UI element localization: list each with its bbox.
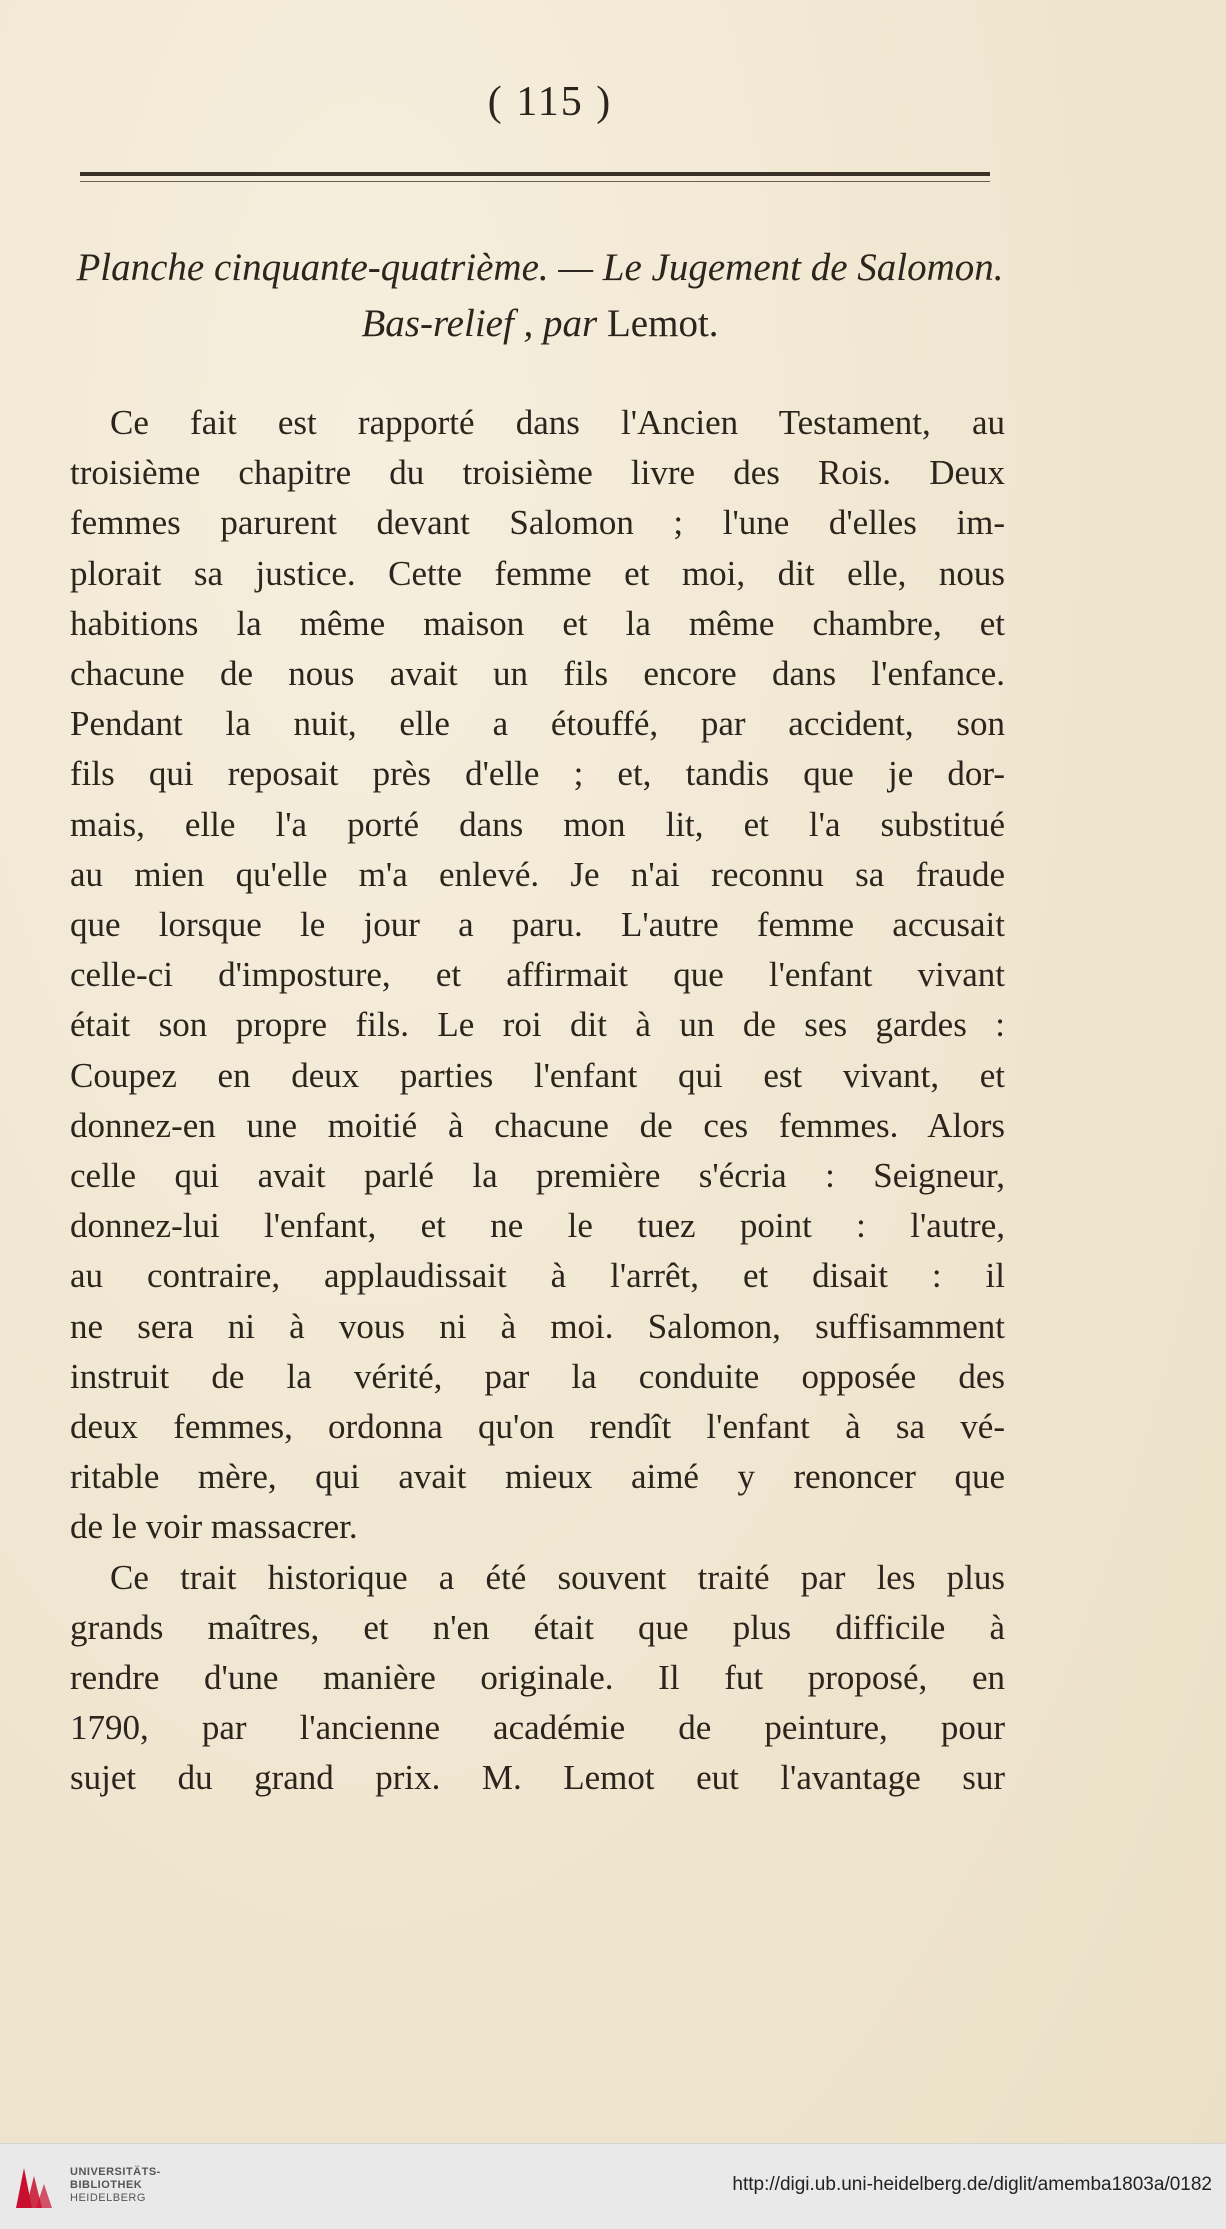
text-line: plorait sa justice. Cette femme et moi, dit elle, nous [70, 553, 1005, 593]
text-line: chacune de nous avait un fils encore dans l'enfance. [70, 654, 1005, 694]
text-line: Coupez en deux parties l'enfant qui est vivant, et [70, 1055, 1005, 1095]
text-line: 1790, par l'ancienne académie de peinture, pour [70, 1708, 1005, 1748]
text-line: mais, elle l'a porté dans mon lit, et l'a substitué [70, 804, 1005, 844]
text-line: instruit de la vérité, par la conduite opposée des [70, 1356, 1005, 1396]
institution-line1: UNIVERSITÄTS- [70, 2166, 161, 2178]
plate-title-author: Lemot. [606, 302, 719, 345]
text-line: Ce fait est rapporté dans l'Ancien Testament, au [110, 403, 1005, 442]
plate-title-subtitle: Bas-relief , par [361, 302, 598, 345]
source-url-link[interactable]: http://digi.ub.uni-heidelberg.de/diglit/amemba1803a/0182 [732, 2174, 1212, 2195]
plate-title-line1: Planche cinquante-quatrième. — Le Jugement de Salomon. [76, 246, 1004, 289]
text-line: habitions la même maison et la même chambre, et [70, 603, 1005, 643]
text-line: était son propre fils. Le roi dit à un de ses gardes : [70, 1005, 1005, 1045]
institution-name [70, 2166, 161, 2205]
text-line: au mien qu'elle m'a enlevé. Je n'ai reconnu sa fraude [70, 854, 1005, 894]
header-rule-thick [80, 172, 990, 176]
body-text [70, 398, 1005, 1804]
institution-line2: BIBLIOTHEK [70, 2179, 143, 2191]
footer-bar [0, 2143, 1226, 2229]
text-line: Ce trait historique a été souvent traité par les plus [110, 1557, 1005, 1597]
text-line: de le voir massacrer. [70, 1507, 358, 1547]
text-line: deux femmes, ordonna qu'on rendît l'enfant à sa vé- [70, 1407, 1005, 1447]
text-line: que lorsque le jour a paru. L'autre femme accusait [70, 905, 1005, 945]
text-line: ritable mère, qui avait mieux aimé y renoncer que [70, 1457, 1005, 1497]
text-line: troisième chapitre du troisième livre des Rois. Deux [70, 453, 1005, 493]
text-line: grands maîtres, et n'en était que plus difficile à [70, 1607, 1005, 1647]
text-line: femmes parurent devant Salomon ; l'une d'elles im- [70, 503, 1005, 543]
text-line: rendre d'une manière originale. Il fut proposé, en [70, 1658, 1005, 1698]
page-number: ( 115 ) [487, 79, 613, 125]
text-line: sujet du grand prix. M. Lemot eut l'avantage sur [70, 1758, 1005, 1798]
text-line: celle-ci d'imposture, et affirmait que l'enfant vivant [70, 955, 1005, 995]
text-line: celle qui avait parlé la première s'écria : Seigneur, [70, 1156, 1005, 1196]
university-library-logo-icon [12, 2164, 56, 2212]
text-line: donnez-en une moitié à chacune de ces femmes. Alors [70, 1105, 1005, 1145]
text-line: au contraire, applaudissait à l'arrêt, et disait : il [70, 1256, 1005, 1296]
text-line: donnez-lui l'enfant, et ne le tuez point : l'autre, [70, 1206, 1005, 1246]
plate-title-line2 [70, 296, 1010, 352]
text-line: fils qui reposait près d'elle ; et, tandis que je dor- [70, 754, 1005, 794]
plate-title [70, 240, 1010, 352]
institution-line3: HEIDELBERG [70, 2192, 146, 2204]
text-line: ne sera ni à vous ni à moi. Salomon, suffisamment [70, 1306, 1005, 1346]
text-line: Pendant la nuit, elle a étouffé, par accident, son [70, 704, 1005, 744]
header-rule-thin [80, 181, 990, 182]
